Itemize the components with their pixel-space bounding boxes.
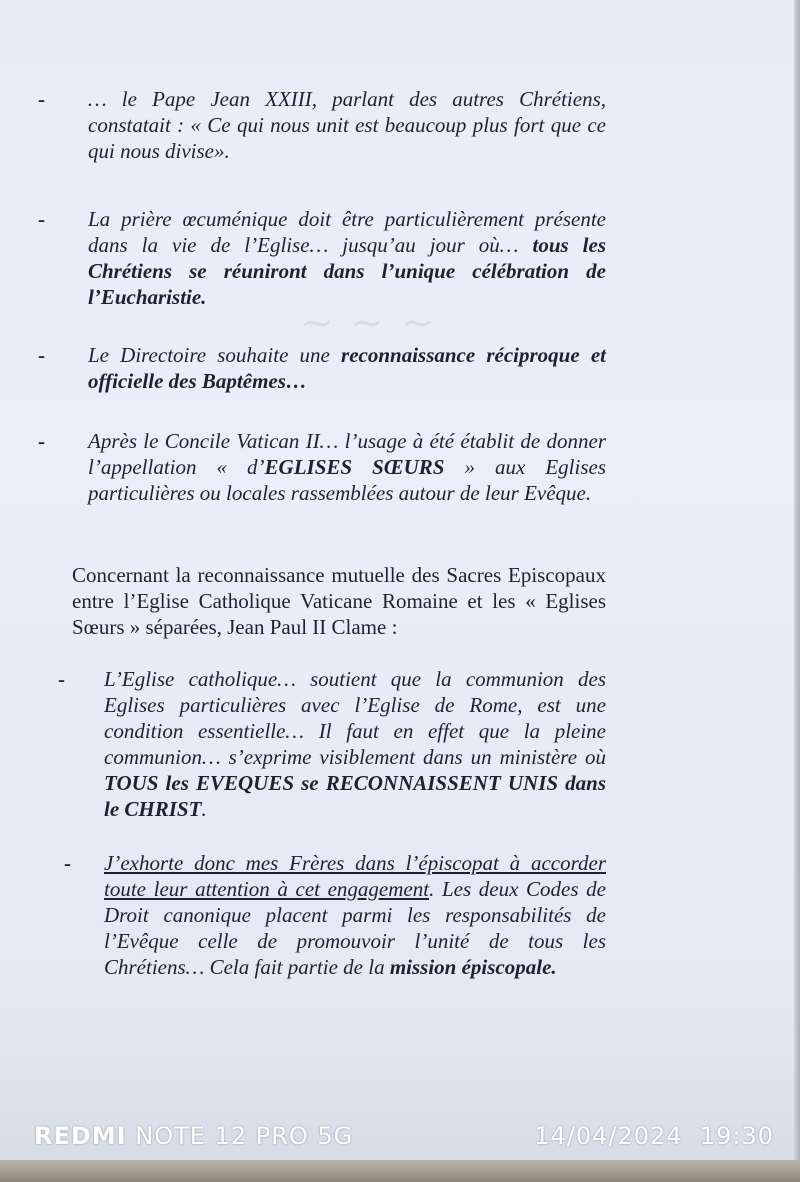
item-text: .	[201, 797, 207, 821]
paragraph-text: Concernant la reconnaissance mutuelle des Sacres Episcopaux entre l’Eglise Catholique Vaticane Romaine et les « Eglises Sœurs » séparées, Jean Paul II Clame :	[72, 563, 606, 639]
item-text: La prière œcuménique doit être particulièrement présente dans la vie de l’Eglise… jusqu’au jour où…	[88, 207, 606, 257]
camera-watermark	[34, 1122, 774, 1150]
bullet-item-6	[64, 850, 606, 980]
bullet-item-1	[38, 86, 606, 164]
bullet-dash: -	[64, 851, 71, 875]
bullet-item-4	[38, 428, 607, 506]
item-text: Après le Concile Vatican II… l’usage à été établit de donner l’appellation « d’	[88, 429, 606, 479]
paragraph	[72, 562, 606, 640]
item-text: » aux Eglises particulières ou locales rassemblées autour de leur Evêque.	[88, 455, 607, 505]
item-text-bold: EGLISES SŒURS	[264, 455, 445, 479]
item-text-bold: reconnaissance réciproque et officielle des Baptêmes…	[88, 343, 606, 393]
bullet-dash: -	[38, 429, 45, 453]
date-text: 14/04/2024	[534, 1122, 683, 1150]
item-text: L’Eglise catholique… soutient que la communion des Eglises particulières avec l’Eglise de Rome, est une condition essentielle… Il faut en effet que la pleine communion… s’exprime visiblement dans un ministère où	[104, 667, 606, 769]
item-text-underlined: J’exhorte donc mes Frères dans l’épiscopat à accorder toute leur attention à cet engagement	[104, 851, 606, 901]
timestamp	[534, 1122, 774, 1150]
item-text: Le Directoire souhaite une	[88, 343, 342, 367]
bullet-dash: -	[38, 207, 45, 231]
bullet-dash: -	[58, 667, 65, 691]
camera-model: NOTE 12 PRO 5G	[135, 1122, 354, 1150]
item-text-bold: TOUS les EVEQUES se RECONNAISSENT UNIS dans le CHRIST	[104, 771, 606, 821]
item-text: . Les deux Codes de Droit canonique placent parmi les responsabilités de l’Evêque celle de promouvoir l’unité de tous les Chrétiens… Cela fait partie de la	[104, 877, 606, 979]
time-text: 19:30	[699, 1122, 774, 1150]
item-text-bold: tous les Chrétiens se réuniront dans l’unique célébration de l’Eucharistie.	[88, 233, 606, 309]
table-surface	[0, 1160, 800, 1182]
item-text-bold: mission épiscopale.	[389, 955, 557, 979]
bullet-item-2	[38, 206, 606, 310]
bullet-item-3	[38, 342, 606, 394]
item-text: … le Pape Jean XXIII, parlant des autres Chrétiens, constatait : « Ce qui nous unit est beaucoup plus fort que ce qui nous divise».	[88, 87, 606, 163]
bullet-dash: -	[38, 87, 45, 111]
page-edge	[794, 0, 800, 1182]
bullet-item-5	[58, 666, 606, 822]
bullet-dash: -	[38, 343, 45, 367]
show-through-text: ~ ~ ~	[300, 300, 436, 346]
camera-brand: REDMI	[34, 1122, 127, 1150]
